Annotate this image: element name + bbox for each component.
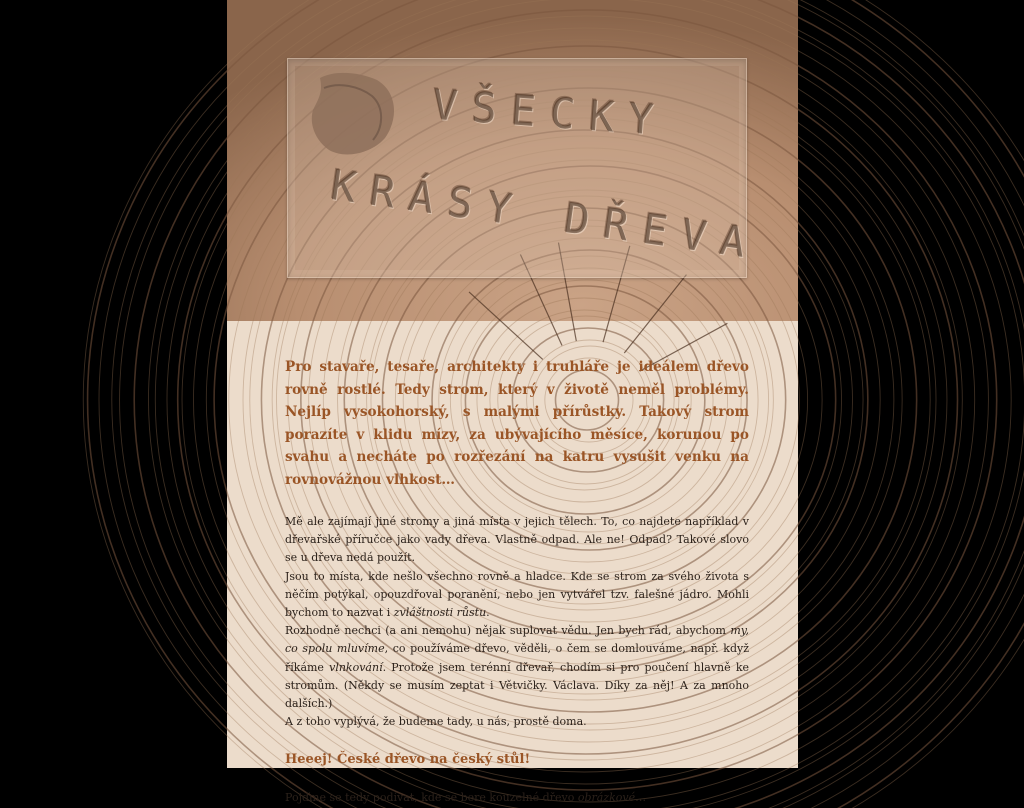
closing-paragraph <box>285 789 749 807</box>
body-paragraph-3-c: . Protože jsem terénní dřevař, chodím si pro poučení hlavně ke stromům. (Někdy se musím zeptat i Větvičky. Václava. Díky za něj! A za mnoho dalších.) <box>285 660 749 711</box>
title-line-2: KRÁSY DŘEVA <box>327 160 763 269</box>
closing-emphasis: obrázkové <box>577 791 636 805</box>
body-paragraph-3-emphasis-2: vlnkování <box>329 660 383 674</box>
lead-paragraph: Pro stavaře, tesaře, architekty i truhláře je ideálem dřevo rovně rostlé. Tedy strom, který v životě neměl problémy. Nejlíp vysokohorský, s malými přírůstky. Takový strom porazíte v klidu mízy, za ubývajícího měsíce, korunou po svahu a necháte po rozřezání na katru vysušit venku na rovnovážnou vlhkost… <box>285 359 749 488</box>
body-paragraph-4: A z toho vyplývá, že budeme tady, u nás, prostě doma. <box>285 715 587 729</box>
title-line-1: VŠECKY <box>430 79 670 146</box>
body-paragraph-2-emphasis: zvláštnosti růstu <box>393 606 487 620</box>
body-paragraph-3 <box>285 622 749 713</box>
body-paragraph-3-b: , co používáme dřevo, věděli, o čem se domlouváme, např. když říkáme <box>285 642 749 674</box>
wood-cross-section-image <box>227 0 798 321</box>
body-paragraph-3-emphasis-1: my, co spolu mluvíme <box>285 624 749 656</box>
body-paragraph-2-end: . <box>486 606 490 620</box>
body-paragraph-3-a: Rozhodně nechci (a ani nemohu) nějak suplovat vědu. Jen bych rád, abychom <box>285 624 731 638</box>
closing-text: Pojďme se tedy podívat, kde se bere kouzelné dřevo <box>285 791 578 805</box>
exclamation-heading: Heeej! České dřevo na český stůl! <box>285 752 531 768</box>
body-paragraph-2 <box>285 568 749 623</box>
closing-end: … <box>635 791 647 805</box>
body-paragraph-2-text: Jsou to místa, kde nešlo všechno rovně a hladce. Kde se strom za svého života s něčím potýkal, opouzdřoval poranění, nebo jen vytvářel tzv. falešné jádro. Mohli bychom to nazvat i <box>285 569 749 620</box>
book-page <box>227 0 798 805</box>
body-paragraph-1: Mě ale zajímají jiné stromy a jiná místa v jejich tělech. To, co najdete například v dřevařské příručce jako vady dřeva. Vlastně odpad. Ale ne! Odpad? Takové slovo se u dřeva nedá použít. <box>285 515 749 565</box>
text-content <box>285 356 749 808</box>
